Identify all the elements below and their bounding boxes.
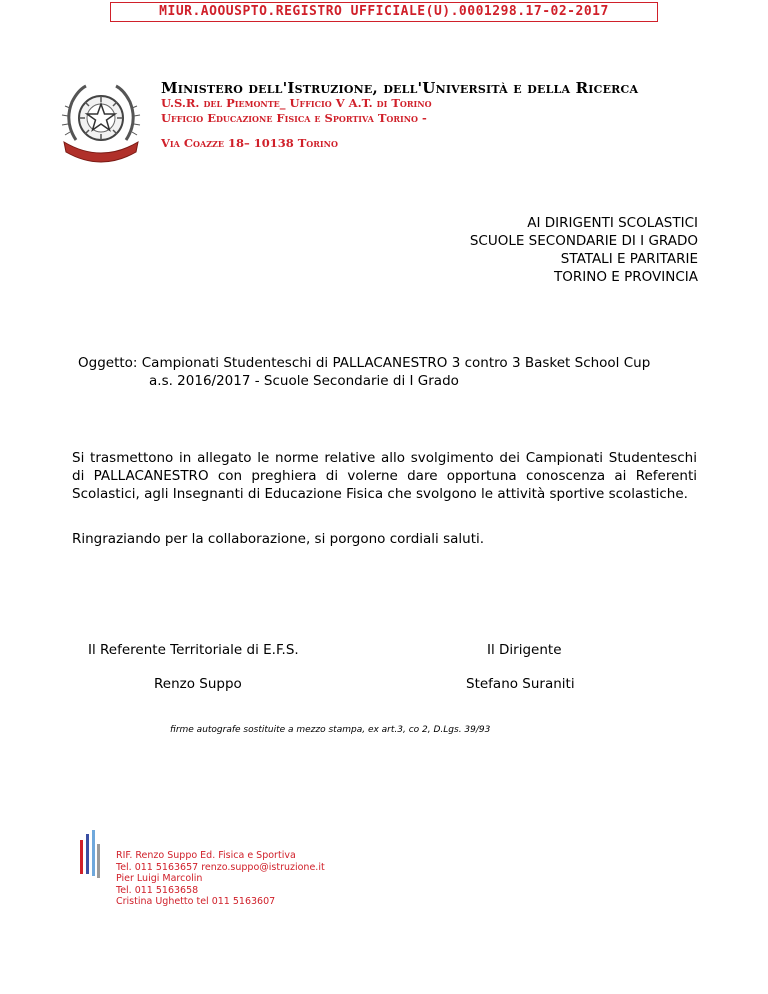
letter-body: Si trasmettono in allegato le norme relative allo svolgimento dei Campionati Studenteschi di PALLACANESTRO con preghiera di volerne dare opportuna conoscenza ai Referenti Scolastici, agli Insegnanti di Educazione Fisica che svolgono le attività sportive scolastiche. bbox=[72, 450, 697, 502]
miur-bars-logo-icon bbox=[79, 830, 101, 880]
contact-line: RIF. Renzo Suppo Ed. Fisica e Sportiva bbox=[116, 850, 296, 861]
subject-line-1: Oggetto: Campionati Studenteschi di PALLACANESTRO 3 contro 3 Basket School Cup bbox=[78, 355, 651, 371]
recipient-line: STATALI E PARITARIE bbox=[560, 251, 698, 267]
director-title: Il Dirigente bbox=[487, 642, 562, 658]
contact-line: Tel. 011 5163657 renzo.suppo@istruzione.it bbox=[116, 861, 325, 873]
recipient-line: AI DIRIGENTI SCOLASTICI bbox=[527, 215, 698, 231]
italian-republic-emblem-icon bbox=[56, 80, 146, 164]
contact-block bbox=[116, 850, 325, 908]
signature-footnote: firme autografe sostituite a mezzo stampa, ex art.3, co 2, D.Lgs. 39/93 bbox=[170, 725, 491, 735]
subject-line-2: a.s. 2016/2017 - Scuole Secondarie di I Grado bbox=[149, 373, 459, 389]
referent-name: Renzo Suppo bbox=[154, 676, 242, 692]
contact-line: Pier Luigi Marcolin bbox=[116, 873, 203, 884]
subject-block bbox=[78, 354, 650, 390]
contact-line: Cristina Ughetto tel 011 5163607 bbox=[116, 896, 276, 907]
ministry-name: Ministero dell'Istruzione, dell'Università e della Ricerca bbox=[161, 79, 639, 97]
protocol-stamp: MIUR.AOOUSPTO.REGISTRO UFFICIALE(U).0001298.17-02-2017 bbox=[110, 2, 658, 22]
recipient-line: TORINO E PROVINCIA bbox=[554, 269, 698, 285]
recipients-block bbox=[470, 214, 698, 286]
director-name: Stefano Suraniti bbox=[466, 676, 575, 692]
department-name: Ufficio Educazione Fisica e Sportiva Torino - bbox=[161, 111, 427, 125]
contact-line: Tel. 011 5163658 bbox=[116, 884, 199, 896]
office-name: U.S.R. del Piemonte_ Ufficio V A.T. di Torino bbox=[161, 96, 432, 110]
office-address: Via Coazze 18– 10138 Torino bbox=[161, 136, 338, 150]
closing-greeting: Ringraziando per la collaborazione, si porgono cordiali saluti. bbox=[72, 531, 485, 547]
referent-title: Il Referente Territoriale di E.F.S. bbox=[88, 642, 299, 658]
recipient-line: SCUOLE SECONDARIE DI I GRADO bbox=[469, 233, 698, 249]
